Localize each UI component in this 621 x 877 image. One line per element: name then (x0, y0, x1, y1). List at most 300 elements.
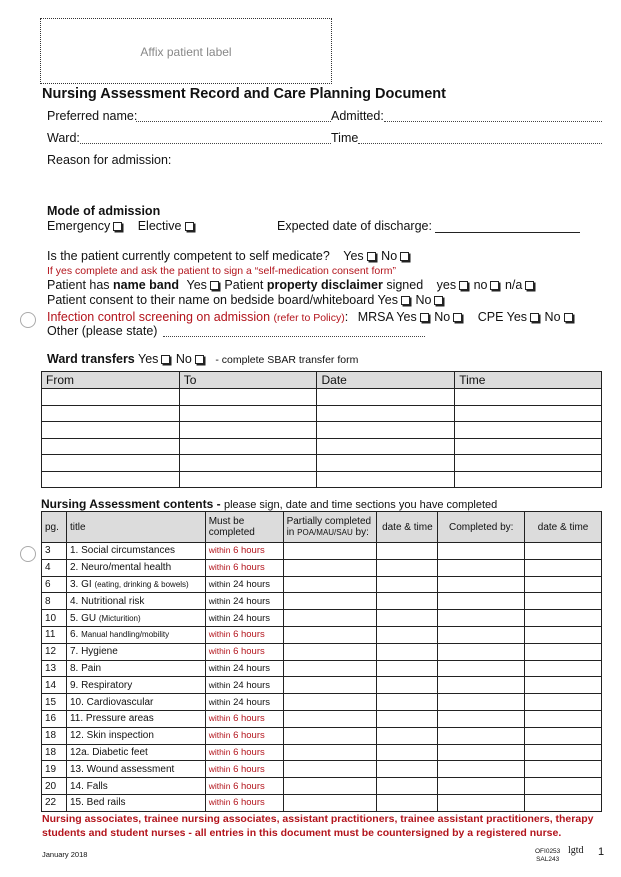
transfer-time-cell[interactable] (455, 389, 602, 406)
row-partial-cell[interactable] (283, 559, 377, 576)
transfer-from-cell[interactable] (42, 405, 180, 422)
transfer-time-cell[interactable] (455, 438, 602, 455)
contents-row (42, 794, 602, 811)
row-completed-by-cell[interactable] (438, 626, 525, 643)
row-must (205, 576, 283, 593)
contents-row (42, 744, 602, 761)
patient-label-box (40, 18, 332, 84)
property-na-label: n/a (504, 278, 523, 292)
consent-yes-checkbox[interactable] (401, 296, 410, 305)
row-hours: 24 hours (233, 696, 271, 708)
row-within: within (208, 679, 231, 690)
row-date-time-2-cell[interactable] (525, 543, 602, 560)
row-hours: 6 hours (233, 746, 265, 758)
row-pg: 6 (42, 576, 67, 593)
emergency-label: Emergency (47, 219, 111, 233)
row-title-text: 8. Pain (69, 662, 102, 674)
row-date-time-2-cell[interactable] (525, 610, 602, 627)
row-completed-by-cell[interactable] (438, 559, 525, 576)
row-title-text: 2. Neuro/mental health (69, 562, 172, 574)
self-med-note: If yes complete and ask the patient to sign a “self-medication consent form” (47, 265, 397, 277)
row-title-small: (Micturition) (98, 613, 141, 623)
hdr-must: Must be completed (205, 512, 283, 543)
row-must (205, 710, 283, 727)
transfer-time-cell[interactable] (455, 471, 602, 488)
row-title-text: 4. Nutritional risk (69, 595, 145, 607)
self-med-question: Is the patient currently competent to self medicate? (47, 249, 330, 263)
other-field[interactable] (163, 336, 425, 337)
hdr-partial-in: in (286, 527, 295, 538)
footer-codes (535, 848, 560, 864)
contents-row (42, 727, 602, 744)
row-pg: 3 (42, 543, 67, 560)
row-partial-cell[interactable] (283, 710, 377, 727)
contents-row (42, 778, 602, 795)
hdr-partial-by: by: (355, 527, 369, 538)
row-date-time-2-cell[interactable] (525, 710, 602, 727)
row-title-text: 12. Skin inspection (69, 730, 154, 742)
infection-label: Infection control screening on admission (47, 310, 271, 324)
emergency-checkbox[interactable] (113, 222, 122, 231)
mrsa-no-checkbox[interactable] (453, 313, 462, 322)
row-within: within (208, 763, 231, 774)
row-hours: 6 hours (233, 629, 265, 641)
self-med-row (47, 249, 411, 263)
row-date-time-cell[interactable] (377, 794, 438, 811)
transfer-to-cell[interactable] (179, 471, 317, 488)
contents-row (42, 761, 602, 778)
row-pg: 19 (42, 761, 67, 778)
row-within: within (208, 662, 231, 673)
transfers-no-checkbox[interactable] (195, 355, 204, 364)
preferred-name-field[interactable] (136, 121, 331, 122)
row-title-text: 7. Hygiene (69, 646, 118, 658)
contents-row (42, 694, 602, 711)
row-date-time-2-cell[interactable] (525, 643, 602, 660)
transfer-time-cell[interactable] (455, 422, 602, 439)
transfer-row (42, 438, 602, 455)
elective-label: Elective (137, 219, 182, 233)
row-date-time-2-cell[interactable] (525, 559, 602, 576)
other-label: Other (please state) (47, 324, 158, 338)
transfer-row (42, 422, 602, 439)
row-title (66, 794, 205, 811)
footer-code-1: OFI0253 (535, 848, 561, 855)
row-title-text: 13. Wound assessment (69, 763, 175, 775)
row-partial-cell[interactable] (283, 727, 377, 744)
row-must (205, 761, 283, 778)
self-med-no-checkbox[interactable] (400, 252, 409, 261)
col-time: Time (455, 372, 602, 389)
band-yes-label: Yes (186, 278, 207, 292)
row-date-time-2-cell[interactable] (525, 761, 602, 778)
infection-row (47, 310, 575, 324)
row-within: within (208, 780, 231, 791)
row-completed-by-cell[interactable] (438, 610, 525, 627)
consent-text: Patient consent to their name on bedside board/whiteboard Yes (47, 293, 398, 307)
contents-row (42, 543, 602, 560)
row-title-text: 15. Bed rails (69, 797, 126, 809)
footer-code-2: SAL243 (536, 856, 560, 863)
cpe-yes-checkbox[interactable] (530, 313, 539, 322)
row-title-text: 11. Pressure areas (69, 713, 154, 725)
row-title-text: 1. Social circumstances (69, 545, 176, 557)
row-date-time-2-cell[interactable] (525, 778, 602, 795)
transfer-from-cell[interactable] (42, 389, 180, 406)
row-date-time-cell[interactable] (377, 559, 438, 576)
row-must (205, 660, 283, 677)
row-partial-cell[interactable] (283, 694, 377, 711)
row-title (66, 576, 205, 593)
transfer-date-cell[interactable] (317, 405, 455, 422)
contents-table (41, 511, 602, 812)
contents-subheading: please sign, date and time sections you have completed (223, 499, 498, 511)
row-pg: 11 (42, 626, 67, 643)
row-must (205, 744, 283, 761)
row-within: within (208, 629, 231, 640)
contents-header-row (42, 512, 602, 543)
row-date-time-cell[interactable] (377, 727, 438, 744)
transfer-time-cell[interactable] (455, 405, 602, 422)
ward-transfers-heading: Ward transfers (47, 352, 135, 366)
row-title (66, 727, 205, 744)
row-must (205, 677, 283, 694)
page-title: Nursing Assessment Record and Care Planning Document (42, 86, 446, 102)
patient-label-text: Affix patient label (140, 45, 232, 59)
row-title-text: 6. (69, 629, 79, 641)
row-date-time-cell[interactable] (377, 610, 438, 627)
row-pg: 16 (42, 710, 67, 727)
row-must (205, 778, 283, 795)
transfer-date-cell[interactable] (317, 389, 455, 406)
row-title (66, 660, 205, 677)
transfer-date-cell[interactable] (317, 438, 455, 455)
row-title-small: Manual handling/mobility (81, 630, 170, 640)
transfer-date-cell[interactable] (317, 471, 455, 488)
row-hours: 6 hours (233, 545, 265, 557)
row-date-time-cell[interactable] (377, 778, 438, 795)
footer-date: January 2018 (42, 850, 88, 859)
row-title-text: 3. GI (69, 578, 92, 590)
row-completed-by-cell[interactable] (438, 794, 525, 811)
row-date-time-cell[interactable] (377, 761, 438, 778)
row-within: within (208, 746, 231, 757)
hdr-completed-by: Completed by: (438, 512, 525, 543)
property-disclaimer-label: property disclaimer (266, 278, 383, 292)
property-prefix: Patient (224, 278, 264, 292)
row-within: within (208, 696, 231, 707)
row-date-time-cell[interactable] (377, 660, 438, 677)
hdr-title: title (66, 512, 205, 543)
property-signed-label: signed (386, 278, 424, 292)
punch-hole-2 (20, 546, 36, 562)
transfers-header-row (42, 372, 602, 389)
row-title (66, 559, 205, 576)
transfer-from-cell[interactable] (42, 438, 180, 455)
row-hours: 6 hours (233, 646, 265, 658)
row-completed-by-cell[interactable] (438, 727, 525, 744)
col-to: To (179, 372, 317, 389)
row-hours: 6 hours (233, 763, 265, 775)
row-completed-by-cell[interactable] (438, 710, 525, 727)
contents-row (42, 660, 602, 677)
row-within: within (208, 612, 231, 623)
row-title (66, 593, 205, 610)
transfer-date-cell[interactable] (317, 455, 455, 472)
contents-row (42, 626, 602, 643)
infection-colon: : (344, 310, 349, 324)
row-partial-cell[interactable] (283, 626, 377, 643)
row-date-time-2-cell[interactable] (525, 660, 602, 677)
property-yes-label: yes (436, 278, 457, 292)
row-partial-cell[interactable] (283, 643, 377, 660)
hdr-partial (283, 512, 377, 543)
row-date-time-2-cell[interactable] (525, 626, 602, 643)
band-yes-checkbox[interactable] (210, 281, 219, 290)
contents-row (42, 576, 602, 593)
time-field[interactable] (358, 143, 602, 144)
row-title (66, 694, 205, 711)
row-must (205, 694, 283, 711)
row-within: within (208, 562, 231, 573)
row-within: within (208, 545, 231, 556)
cpe-yes-label: CPE Yes (477, 310, 528, 324)
consent-no-checkbox[interactable] (434, 296, 443, 305)
row-date-time-2-cell[interactable] (525, 727, 602, 744)
row-partial-cell[interactable] (283, 660, 377, 677)
row-must (205, 559, 283, 576)
cpe-no-checkbox[interactable] (564, 313, 573, 322)
row-pg: 10 (42, 610, 67, 627)
row-must (205, 643, 283, 660)
row-title-text: 5. GU (69, 612, 97, 624)
row-date-time-cell[interactable] (377, 576, 438, 593)
row-must (205, 626, 283, 643)
contents-row (42, 643, 602, 660)
property-yes-checkbox[interactable] (459, 281, 468, 290)
cpe-no-label: No (544, 310, 561, 324)
transfer-to-cell[interactable] (179, 405, 317, 422)
contents-heading: Nursing Assessment contents - (41, 497, 221, 511)
transfer-to-cell[interactable] (179, 422, 317, 439)
row-pg: 4 (42, 559, 67, 576)
row-partial-cell[interactable] (283, 794, 377, 811)
row-pg: 12 (42, 643, 67, 660)
row-date-time-2-cell[interactable] (525, 576, 602, 593)
row-hours: 24 hours (233, 679, 271, 691)
row-must (205, 727, 283, 744)
row-within: within (208, 578, 231, 589)
row-partial-cell[interactable] (283, 677, 377, 694)
row-title (66, 744, 205, 761)
row-date-time-cell[interactable] (377, 643, 438, 660)
row-completed-by-cell[interactable] (438, 593, 525, 610)
row-date-time-cell[interactable] (377, 744, 438, 761)
ward-field[interactable] (80, 143, 331, 144)
hdr-date-time: date & time (377, 512, 438, 543)
row-within: within (208, 713, 231, 724)
time-label: Time (331, 131, 359, 145)
row-pg: 20 (42, 778, 67, 795)
row-partial-cell[interactable] (283, 761, 377, 778)
row-partial-cell[interactable] (283, 543, 377, 560)
row-date-time-2-cell[interactable] (525, 744, 602, 761)
property-na-checkbox[interactable] (525, 281, 534, 290)
row-title-text: 14. Falls (69, 780, 108, 792)
consent-row (47, 293, 445, 307)
row-title (66, 643, 205, 660)
row-must (205, 543, 283, 560)
row-completed-by-cell[interactable] (438, 543, 525, 560)
discharge-label: Expected date of discharge: (277, 219, 432, 233)
contents-row (42, 610, 602, 627)
transfer-to-cell[interactable] (179, 455, 317, 472)
contents-row (42, 710, 602, 727)
transfer-to-cell[interactable] (179, 389, 317, 406)
row-title (66, 710, 205, 727)
transfer-date-cell[interactable] (317, 422, 455, 439)
hdr-pg: pg. (42, 512, 67, 543)
col-date: Date (317, 372, 455, 389)
row-within: within (208, 730, 231, 741)
mrsa-yes-checkbox[interactable] (420, 313, 429, 322)
discharge-date-field[interactable] (435, 232, 580, 233)
page-number: 1 (598, 846, 605, 858)
row-hours: 6 hours (233, 562, 265, 574)
countersign-note: Nursing associates, trainee nursing associates, assistant practitioners, trainee assistant practitioners, therapy students and student nurses - all entries in this document must be countersigned by a registered nurse. (42, 813, 594, 839)
punch-hole (20, 312, 36, 328)
row-title-text: 12a. Diabetic feet (69, 746, 148, 758)
contents-row (42, 593, 602, 610)
row-partial-cell[interactable] (283, 744, 377, 761)
row-partial-cell[interactable] (283, 610, 377, 627)
band-row (47, 278, 536, 292)
transfer-row (42, 471, 602, 488)
transfers-no-label: No (175, 352, 192, 366)
row-title (66, 677, 205, 694)
row-pg: 14 (42, 677, 67, 694)
mode-options (47, 219, 196, 233)
row-hours: 6 hours (233, 780, 265, 792)
row-title (66, 761, 205, 778)
self-med-yes-label: Yes (343, 249, 364, 263)
row-pg: 13 (42, 660, 67, 677)
row-date-time-cell[interactable] (377, 543, 438, 560)
row-within: within (208, 595, 231, 606)
row-completed-by-cell[interactable] (438, 744, 525, 761)
self-med-yes-checkbox[interactable] (367, 252, 376, 261)
row-date-time-cell[interactable] (377, 677, 438, 694)
reason-label: Reason for admission: (47, 153, 172, 167)
row-hours: 24 hours (233, 662, 271, 674)
row-hours: 6 hours (233, 730, 265, 742)
row-title (66, 543, 205, 560)
row-completed-by-cell[interactable] (438, 694, 525, 711)
row-date-time-2-cell[interactable] (525, 593, 602, 610)
transfers-note: - complete SBAR transfer form (215, 354, 359, 366)
ward-label: Ward: (47, 131, 80, 145)
band-prefix: Patient has (47, 278, 110, 292)
contents-row (42, 677, 602, 694)
row-title (66, 778, 205, 795)
row-within: within (208, 646, 231, 657)
property-no-checkbox[interactable] (490, 281, 499, 290)
row-completed-by-cell[interactable] (438, 643, 525, 660)
row-date-time-cell[interactable] (377, 626, 438, 643)
row-completed-by-cell[interactable] (438, 778, 525, 795)
mrsa-yes-label: MRSA Yes (357, 310, 417, 324)
admitted-label: Admitted: (331, 109, 384, 123)
row-date-time-2-cell[interactable] (525, 694, 602, 711)
ward-transfers-table (41, 371, 602, 488)
row-title-text: 9. Respiratory (69, 679, 133, 691)
row-title-text: 10. Cardiovascular (69, 696, 154, 708)
row-date-time-cell[interactable] (377, 593, 438, 610)
consent-no-label: No (415, 293, 432, 307)
row-partial-cell[interactable] (283, 593, 377, 610)
row-within: within (208, 797, 231, 808)
row-completed-by-cell[interactable] (438, 576, 525, 593)
row-completed-by-cell[interactable] (438, 761, 525, 778)
transfers-yes-checkbox[interactable] (161, 355, 170, 364)
transfer-row (42, 455, 602, 472)
row-date-time-2-cell[interactable] (525, 794, 602, 811)
transfer-row (42, 405, 602, 422)
row-hours: 24 hours (233, 612, 271, 624)
row-completed-by-cell[interactable] (438, 660, 525, 677)
transfer-from-cell[interactable] (42, 471, 180, 488)
row-hours: 24 hours (233, 595, 271, 607)
row-partial-cell[interactable] (283, 576, 377, 593)
infection-ref: (refer to Policy) (273, 312, 345, 324)
admitted-field[interactable] (384, 121, 602, 122)
row-must (205, 794, 283, 811)
col-from: From (42, 372, 180, 389)
transfer-to-cell[interactable] (179, 438, 317, 455)
row-must (205, 610, 283, 627)
property-no-label: no (473, 278, 488, 292)
transfer-from-cell[interactable] (42, 422, 180, 439)
row-completed-by-cell[interactable] (438, 677, 525, 694)
row-title-small: (eating, drinking & bowels) (94, 579, 189, 589)
row-pg: 22 (42, 794, 67, 811)
transfers-yes-label: Yes (138, 352, 159, 366)
row-pg: 18 (42, 727, 67, 744)
row-pg: 18 (42, 744, 67, 761)
row-date-time-cell[interactable] (377, 710, 438, 727)
mrsa-no-label: No (434, 310, 451, 324)
row-must (205, 593, 283, 610)
contents-row (42, 559, 602, 576)
ward-transfers-row (47, 352, 358, 366)
row-date-time-cell[interactable] (377, 694, 438, 711)
row-pg: 15 (42, 694, 67, 711)
row-hours: 24 hours (233, 578, 271, 590)
self-med-no-label: No (381, 249, 398, 263)
elective-checkbox[interactable] (185, 222, 194, 231)
row-partial-cell[interactable] (283, 778, 377, 795)
transfer-row (42, 389, 602, 406)
row-date-time-2-cell[interactable] (525, 677, 602, 694)
preferred-name-label: Preferred name: (47, 109, 138, 123)
row-hours: 6 hours (233, 797, 265, 809)
mode-heading: Mode of admission (47, 204, 161, 218)
contents-heading-row (41, 497, 497, 511)
transfer-from-cell[interactable] (42, 455, 180, 472)
transfer-time-cell[interactable] (455, 455, 602, 472)
hdr-date-time-2: date & time (525, 512, 602, 543)
hdr-partial-line1: Partially completed (286, 516, 372, 527)
